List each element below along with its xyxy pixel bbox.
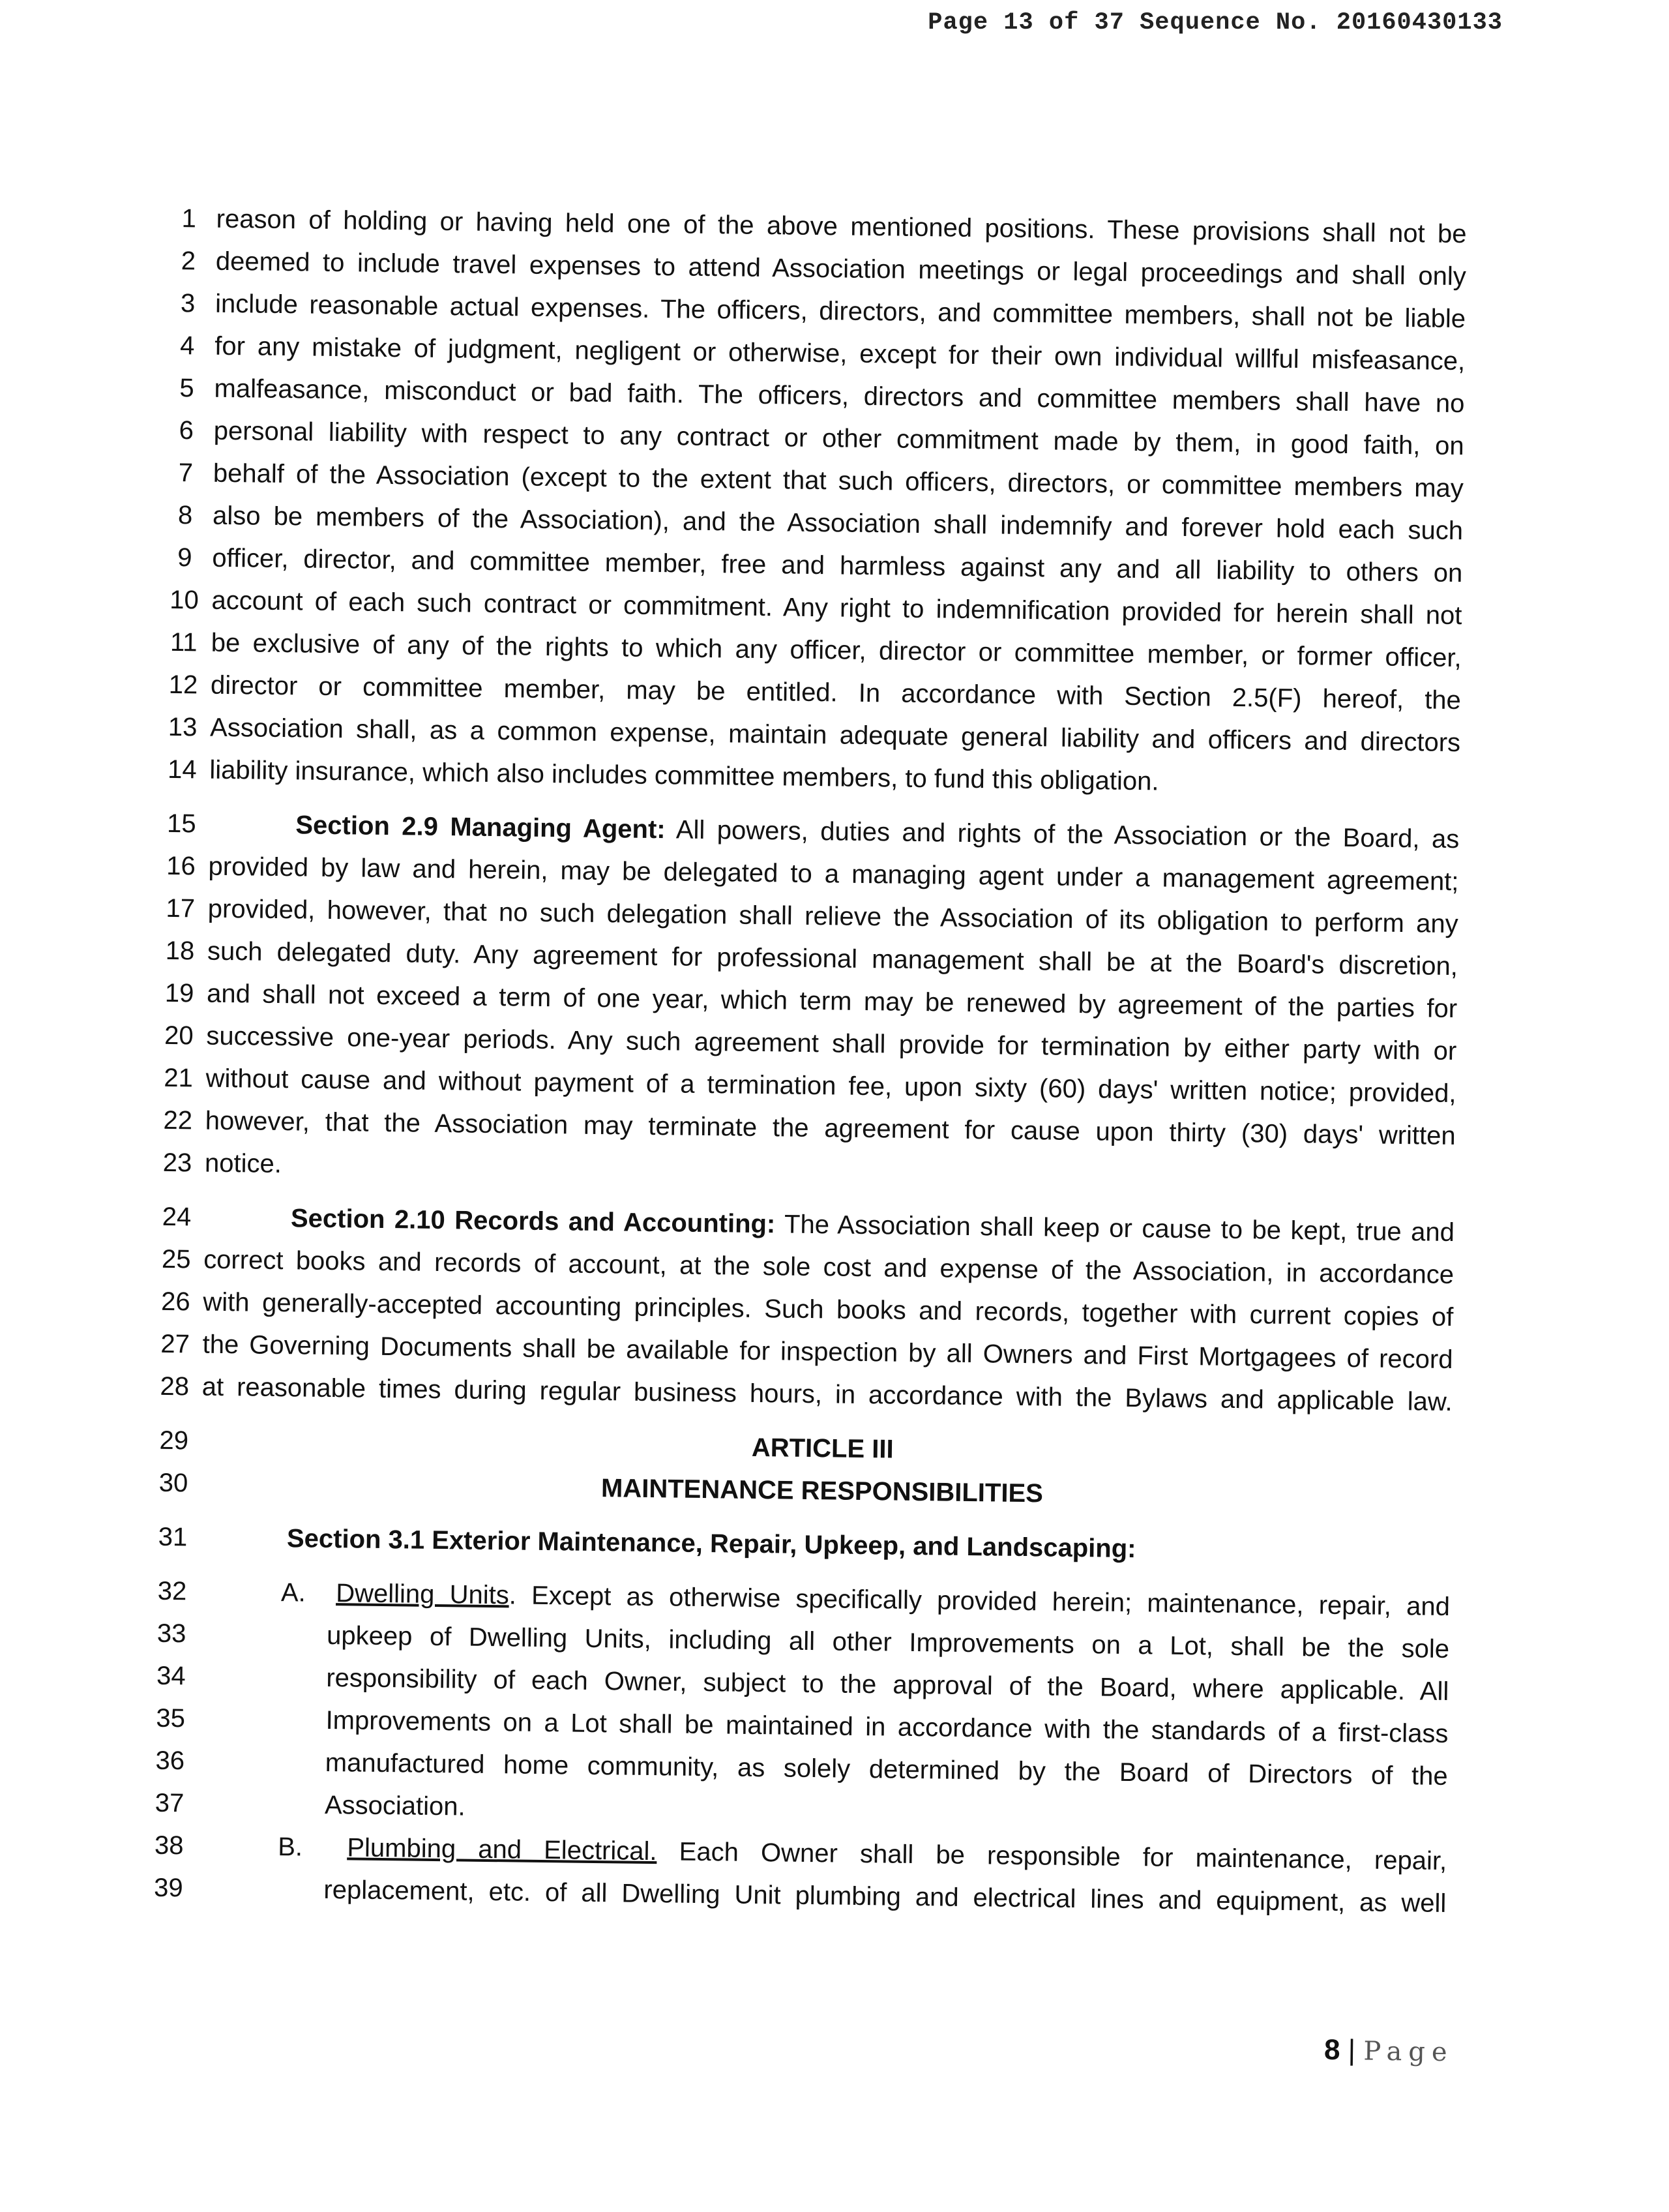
line-number: 21 bbox=[164, 1063, 194, 1093]
line-number: 2 bbox=[181, 247, 196, 276]
line-text: provided, however, that no such delegation shall relieve the Association of its obligation to perform any bbox=[207, 894, 1458, 939]
section-heading: Section 2.10 Records and Accounting: bbox=[290, 1204, 776, 1239]
page-footer bbox=[1324, 2034, 1454, 2068]
footer-separator: | bbox=[1348, 2034, 1356, 2067]
line-text: Each Owner shall be responsible for maintenance, repair, bbox=[657, 1837, 1447, 1876]
line-text: Association shall, as a common expense, maintain adequate general liability and officers and directors bbox=[209, 713, 1461, 758]
line-text: upkeep of Dwelling Units, including all other Improvements on a Lot, shall be the sole bbox=[326, 1621, 1450, 1664]
line-number: 5 bbox=[179, 374, 194, 403]
line-text: and shall not exceed a term of one year, which term may be renewed by agreement of the parties for bbox=[206, 979, 1458, 1024]
line-text: . Except as otherwise specifically provided herein; maintenance, repair, and bbox=[509, 1581, 1451, 1622]
line-text: however, that the Association may terminate the agreement for cause upon thirty (30) days' written bbox=[205, 1106, 1456, 1151]
line-number: 17 bbox=[166, 893, 196, 923]
line-text: personal liability with respect to any contract or other commitment made by them, in good faith, on bbox=[213, 416, 1464, 461]
line-text: for any mistake of judgment, negligent or otherwise, except for their own individual willful misfeasance, bbox=[214, 331, 1466, 376]
line-text: The Association shall keep or cause to be kept, true and bbox=[775, 1210, 1455, 1248]
line-number: 1 bbox=[181, 204, 197, 233]
line-number: 11 bbox=[170, 627, 198, 657]
line-number: 9 bbox=[177, 543, 192, 573]
line-text: with generally-accepted accounting principles. Such books and records, together with current copies of bbox=[203, 1287, 1454, 1332]
line-number: 6 bbox=[179, 416, 194, 445]
line-number: 26 bbox=[160, 1287, 190, 1317]
document-body bbox=[103, 203, 1467, 1932]
line-number: 30 bbox=[158, 1468, 188, 1498]
page-label: Page bbox=[1363, 2036, 1455, 2068]
line-number: 36 bbox=[155, 1746, 185, 1776]
line-text: behalf of the Association (except to the extent that such officers, directors, or committee members may bbox=[213, 458, 1464, 503]
line-text: provided by law and herein, may be delegated to a managing agent under a management agreement; bbox=[208, 852, 1459, 897]
line-number: 31 bbox=[158, 1522, 188, 1552]
line-text: manufactured home community, as solely determined by the Board of Directors of the bbox=[325, 1748, 1448, 1791]
line-text: director or committee member, may be entitled. In accordance with Section 2.5(F) hereof, the bbox=[210, 670, 1462, 715]
line-text: at reasonable times during regular business hours, in accordance with the Bylaws and applicable law. bbox=[201, 1372, 1453, 1417]
line-number: 13 bbox=[168, 712, 198, 742]
line-number: 3 bbox=[180, 289, 196, 318]
line-number: 25 bbox=[161, 1244, 191, 1274]
page-number: 8 bbox=[1324, 2033, 1341, 2067]
line-number: 12 bbox=[168, 670, 198, 700]
line-number: 35 bbox=[156, 1703, 186, 1733]
line-number: 20 bbox=[164, 1021, 194, 1051]
line-number: 34 bbox=[156, 1661, 186, 1691]
list-item-title: Dwelling Units bbox=[336, 1579, 510, 1610]
line-text: correct books and records of account, at the sole cost and expense of the Association, in accordance bbox=[203, 1245, 1455, 1290]
line-number: 19 bbox=[164, 978, 194, 1008]
line-text: responsibility of each Owner, subject to the approval of the Board, where applicable. All bbox=[326, 1663, 1449, 1706]
line-text: deemed to include travel expenses to attend Association meetings or legal proceedings and shall only bbox=[215, 247, 1467, 291]
list-marker: B. bbox=[277, 1832, 303, 1862]
line-text: without cause and without payment of a termination fee, upon sixty (60) days' written notice; provided, bbox=[205, 1064, 1456, 1109]
line-number: 23 bbox=[162, 1148, 192, 1178]
line-number: 15 bbox=[166, 809, 196, 839]
page-sequence-stamp: Page 13 of 37 Sequence No. 20160430133 bbox=[928, 9, 1503, 37]
article-heading: ARTICLE III bbox=[751, 1433, 894, 1464]
line-text: such delegated duty. Any agreement for professional management shall be at the Board's discretion, bbox=[207, 936, 1458, 981]
line-number: 29 bbox=[159, 1426, 189, 1456]
line-number: 4 bbox=[179, 331, 195, 361]
line-text: be exclusive of any of the rights to which any officer, director or committee member, or former officer, bbox=[211, 628, 1462, 673]
line-number: 37 bbox=[155, 1788, 185, 1818]
line-text: account of each such contract or commitment. Any right to indemnification provided for herein shall not bbox=[211, 586, 1462, 631]
line-text: Improvements on a Lot shall be maintained in accordance with the standards of a first-class bbox=[325, 1705, 1449, 1748]
section-heading: Section 3.1 Exterior Maintenance, Repair, Upkeep, and Landscaping: bbox=[286, 1524, 1136, 1564]
line-number: 39 bbox=[153, 1873, 183, 1903]
line-text: successive one-year periods. Any such agreement shall provide for termination by either party with or bbox=[206, 1021, 1457, 1066]
line-number: 10 bbox=[170, 585, 199, 615]
section-heading: Section 2.9 Managing Agent: bbox=[295, 811, 666, 844]
line-text: reason of holding or having held one of the above mentioned positions. These provisions shall not be bbox=[216, 204, 1467, 249]
line-number: 38 bbox=[154, 1831, 184, 1861]
line-text: replacement, etc. of all Dwelling Unit plumbing and electrical lines and equipment, as well bbox=[323, 1875, 1447, 1918]
line-number: 18 bbox=[165, 936, 195, 966]
line-text: the Governing Documents shall be available for inspection by all Owners and First Mortgagees of record bbox=[202, 1330, 1453, 1375]
line-text: malfeasance, misconduct or bad faith. The officers, directors and committee members shall have no bbox=[214, 374, 1465, 419]
line-text: All powers, duties and rights of the Association or the Board, as bbox=[665, 815, 1460, 854]
line-number: 16 bbox=[166, 851, 196, 881]
line-text: include reasonable actual expenses. The officers, directors, and committee members, shall not be liable bbox=[214, 289, 1466, 334]
line-number: 32 bbox=[157, 1576, 187, 1606]
line-text: also be members of the Association), and the Association shall indemnify and forever hold each such bbox=[212, 501, 1464, 546]
line-text: notice. bbox=[204, 1148, 282, 1179]
line-text: Association. bbox=[324, 1790, 465, 1821]
line-number: 22 bbox=[163, 1105, 193, 1135]
line-number: 8 bbox=[177, 501, 193, 530]
line-number: 7 bbox=[178, 458, 194, 488]
line-number: 28 bbox=[160, 1371, 190, 1401]
line-number: 14 bbox=[167, 755, 197, 785]
line-text: officer, director, and committee member, free and harmless against any and all liability to others on bbox=[212, 543, 1463, 588]
line-number: 27 bbox=[160, 1329, 190, 1359]
list-marker: A. bbox=[280, 1578, 306, 1607]
line-number: 33 bbox=[156, 1619, 186, 1649]
line-text: liability insurance, which also includes committee members, to fund this obligation. bbox=[209, 755, 1159, 796]
line-number: 24 bbox=[162, 1202, 192, 1232]
list-item-title: Plumbing and Electrical. bbox=[347, 1833, 657, 1866]
article-title: MAINTENANCE RESPONSIBILITIES bbox=[600, 1474, 1044, 1508]
